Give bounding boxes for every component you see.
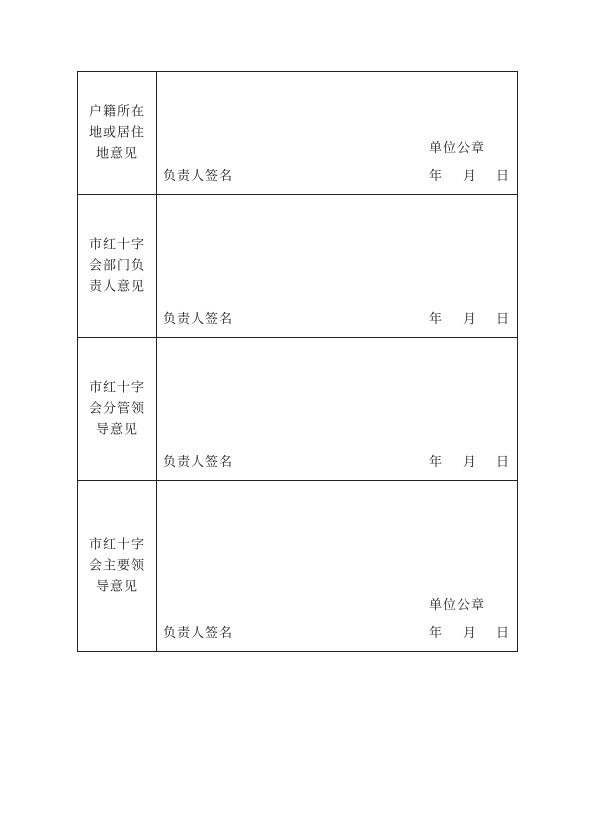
- label-line: 户籍所在: [88, 104, 145, 120]
- month-label: 月: [463, 455, 477, 470]
- signature-label: 负责人签名: [163, 169, 234, 184]
- row-label: [78, 378, 156, 441]
- row-label-cell: [78, 481, 157, 652]
- approval-form-table: [77, 71, 518, 652]
- label-line: 市红十字: [88, 380, 145, 396]
- label-line: 会主要领: [88, 558, 145, 574]
- day-label: 日: [495, 626, 509, 641]
- month-label: 月: [463, 626, 477, 641]
- row-label: [78, 535, 156, 598]
- opinion-input-area[interactable]: [157, 195, 518, 338]
- unit-seal-label: 单位公章: [429, 141, 486, 156]
- label-line: 导意见: [95, 579, 138, 595]
- signature-label: 负责人签名: [163, 626, 234, 641]
- label-line: 市红十字: [88, 537, 145, 553]
- signature-label: 负责人签名: [163, 312, 234, 327]
- row-label: [78, 102, 156, 165]
- row-label-cell: [78, 338, 157, 481]
- row-label-cell: [78, 72, 157, 195]
- opinion-input-area[interactable]: [157, 338, 518, 481]
- year-label: 年: [429, 312, 443, 327]
- day-label: 日: [495, 312, 509, 327]
- label-line: 会部门负: [88, 258, 145, 274]
- label-line: 导意见: [95, 422, 138, 438]
- unit-seal-label: 单位公章: [429, 598, 486, 613]
- signature-label: 负责人签名: [163, 455, 234, 470]
- row-label: [78, 235, 156, 298]
- day-label: 日: [495, 169, 509, 184]
- year-label: 年: [429, 455, 443, 470]
- row-label-cell: [78, 195, 157, 338]
- month-label: 月: [463, 312, 477, 327]
- label-line: 地意见: [95, 146, 138, 162]
- label-line: 责人意见: [88, 279, 145, 295]
- opinion-input-area[interactable]: [157, 481, 518, 652]
- form-row-residence-opinion: [78, 72, 518, 195]
- month-label: 月: [463, 169, 477, 184]
- label-line: 地或居住: [88, 125, 145, 141]
- form-row-supervisor-opinion: [78, 338, 518, 481]
- label-line: 市红十字: [88, 237, 145, 253]
- label-line: 会分管领: [88, 401, 145, 417]
- year-label: 年: [429, 169, 443, 184]
- form-row-department-opinion: [78, 195, 518, 338]
- day-label: 日: [495, 455, 509, 470]
- year-label: 年: [429, 626, 443, 641]
- opinion-input-area[interactable]: [157, 72, 518, 195]
- form-row-principal-opinion: [78, 481, 518, 652]
